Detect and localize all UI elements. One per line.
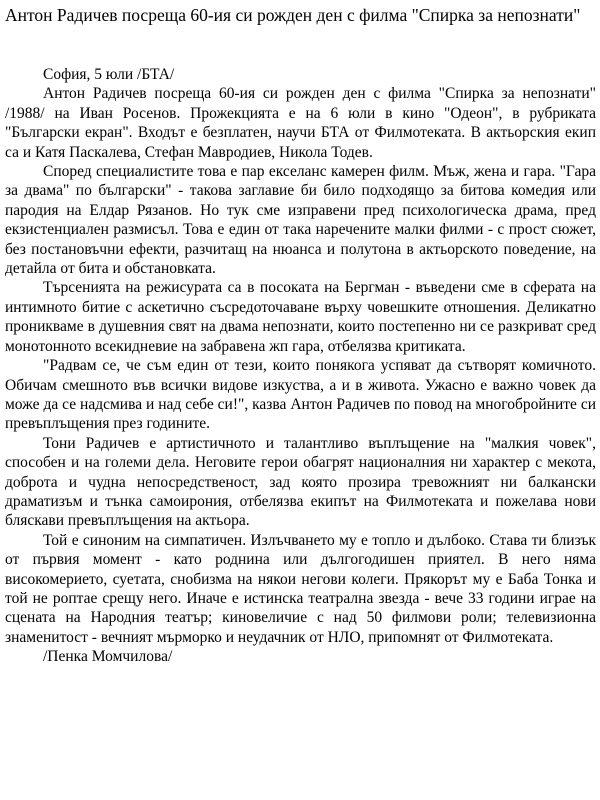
paragraph-4: "Радвам се, че съм един от тези, които понякога успяват да сътворят комичното. Обичам смешното във всички видове изкуства, а и в живота. Ужасно е важно човек да може да се надсмива и над себе си!", казва Антон Радичев по повод на многобройните си превъплъщения през годините.: [5, 357, 596, 433]
paragraph-5: Тони Радичев е артистичното и талантливо въплъщение на "малкия човек", способен и на големи дела. Неговите герои обагрят националния ни характер с мекота, доброта и чудна непосредственост, зад която прозира тревожният ни балкански драматизъм и тънка самоирония, отбелязва екипът на Филмотеката и пожелава нови бляскави превъплъщения на актьора.: [5, 434, 596, 530]
dateline: София, 5 юли /БТА/: [43, 66, 175, 83]
paragraph-2: Според специалистите това е пар екселанс камерен филм. Мъж, жена и гара. "Гара за двама" по български" - такова заглавие би било подходящо за битова комедия или пародия на Елдар Рязанов. Но тук сме изправени пред психологическа драма, пред екзистенциален размисъл. Това е един от така наречените малки филми - с прост сюжет, без постановъчни ефекти, разчитащ на нюанса и полутона в актьорското поведение, на детайла от бита и обстановката.: [5, 163, 596, 278]
article-title: Антон Радичев посреща 60-ия си рожден ден с филма "Спирка за непознати": [5, 5, 581, 25]
paragraph-6: Той е синоним на симпатичен. Излъчването му е топло и дълбоко. Става ти близък от първия момент - като роднина или дългогодишен приятел. В него няма високомерието, суетата, снобизма на някои негови колеги. Прякорът му е Баба Тонка и той не роптае срещу него. Иначе е истинска театрална звезда - вече 33 години играе на сцената на Народния театър; киновеличие с над 50 филмови роли; телевизионна знаменитост - вечният мърморко и неудачник от НЛО, припомнят от Филмотеката.: [5, 531, 596, 646]
paragraph-1: Антон Радичев посреща 60-ия си рожден ден с филма "Спирка за непознати" /1988/ на Иван Росенов. Прожекцията е на 6 юли в кино "Одеон", в рубриката "Български екран". Входът е безплатен, научи БТА от Филмотеката. В актьорския екип са и Катя Паскалева, Стефан Мавродиев, Никола Тодев.: [5, 85, 596, 161]
author-signature: /Пенка Момчилова/: [43, 648, 173, 666]
paragraph-3: Търсенията на режисурата са в посоката на Бергман - въведени сме в сферата на интимното битие с аскетично съсредоточаване върху човешките отношения. Деликатно проникваме в душевния свят на двама непознати, които постепенно ни се разкриват сред монотонното всекидневие на забравена жп гара, отбелязва критиката.: [5, 279, 596, 355]
